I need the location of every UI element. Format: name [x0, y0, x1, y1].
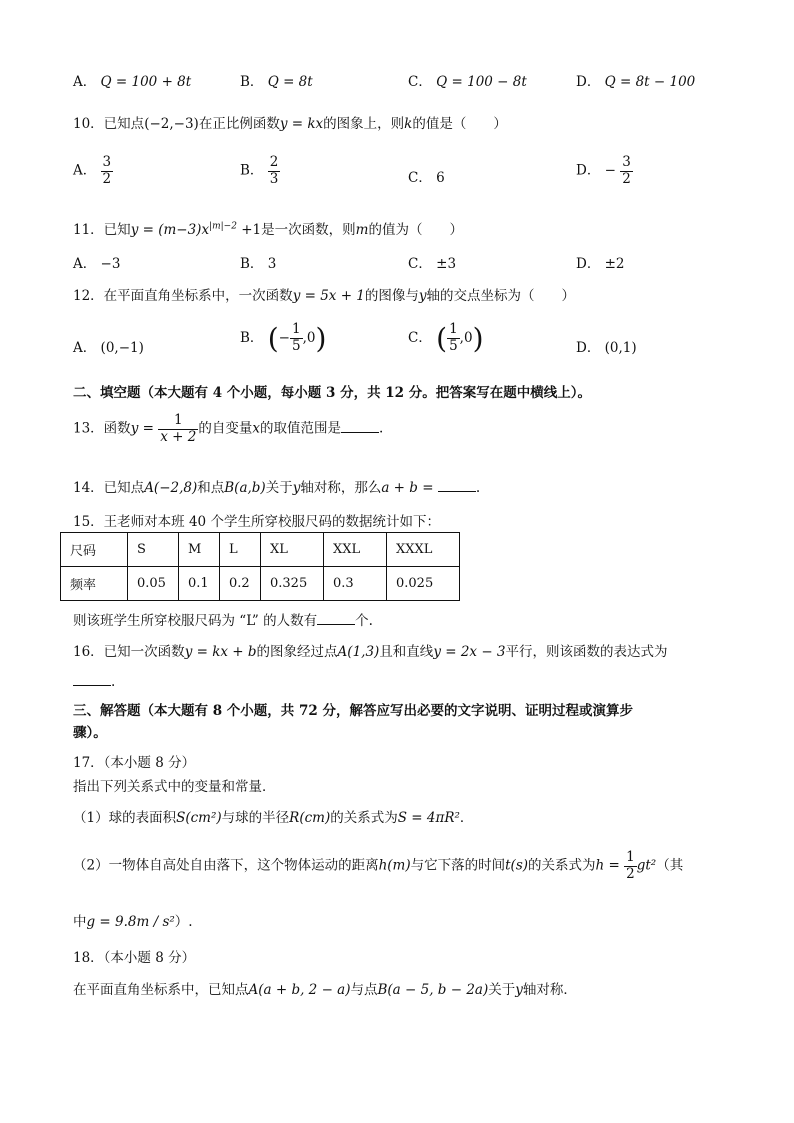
table-cell: 尺码: [61, 533, 128, 567]
q17-part2-cont: 中g = 9.8m / s²）.: [73, 914, 193, 930]
table-cell: L: [220, 533, 261, 567]
table-cell: 0.2: [220, 567, 261, 601]
q12-option-b: B． (− $\frac{1}{5}$ ,0): [240, 321, 327, 355]
table-cell: XXL: [324, 533, 387, 567]
q15-answer-blank: [317, 624, 355, 625]
q15-tail: 则该班学生所穿校服尺码为 “L” 的人数有 个.: [73, 613, 373, 629]
q16-answer-blank: [73, 685, 111, 686]
table-row: [61, 567, 460, 601]
q17-part2: （2）一物体自高处自由落下，这个物体运动的距离h(m)与它下落的时间t(s)的关系式为h = $\frac{1}{2}$ gt²（其: [73, 849, 684, 882]
table-cell: 0.025: [387, 567, 460, 601]
q11-option-d: D． ±2: [576, 256, 625, 272]
q11-option-b: B． 3: [240, 256, 277, 272]
q15-stem: 15．王老师对本班 40 个学生所穿校服尺码的数据统计如下：: [73, 514, 440, 530]
q13-answer-blank: [341, 432, 379, 433]
q18-stem: 在平面直角坐标系中，已知点A(a + b, 2 − a)与点B(a − 5, b − 2a)关于y轴对称．: [73, 982, 577, 998]
q12-stem: 12．在平面直角坐标系中，一次函数y = 5x + 1的图像与y轴的交点坐标为（ ）: [73, 288, 576, 304]
q16-stem: 16．已知一次函数y = kx + b的图象经过点A(1,3)且和直线y = 2x − 3平行，则该函数的表达式为: [73, 644, 668, 660]
q11-option-a: A． −3: [73, 256, 121, 272]
q17-intro: 指出下列关系式中的变量和常量．: [73, 779, 276, 795]
q17-title: 17．（本小题 8 分）: [73, 755, 196, 771]
table-cell: 0.1: [179, 567, 220, 601]
q10-option-d: D． − $\frac{3}{2}$: [576, 154, 631, 187]
table-header-row: [61, 533, 460, 567]
q10-option-a: A． $\frac{3}{2}$: [73, 154, 112, 187]
q14-stem: 14．已知点A(−2,8)和点B(a,b)关于y轴对称，那么a + b = .: [73, 480, 481, 496]
q9-option-a: A． Q = 100 + 8t: [73, 74, 192, 90]
q11-option-c: C． ±3: [408, 256, 457, 272]
table-cell: XL: [261, 533, 324, 567]
q18-title: 18．（本小题 8 分）: [73, 950, 196, 966]
size-frequency-table: [60, 532, 460, 601]
section3-heading-line2: 骤）。: [73, 725, 107, 741]
q12-option-c: C． ( $\frac{1}{5}$ ,0): [408, 321, 484, 355]
q16-answer: .: [73, 674, 115, 690]
q9-option-c: C． Q = 100 − 8t: [408, 74, 527, 90]
table-cell: M: [179, 533, 220, 567]
q12-option-a: A． (0,−1): [73, 340, 144, 356]
q14-answer-blank: [438, 491, 476, 492]
q12-option-d: D． (0,1): [576, 340, 637, 356]
table-cell: S: [128, 533, 179, 567]
q10-option-b: B． $\frac{2}{3}$: [240, 154, 279, 187]
q9-option-b: B． Q = 8t: [240, 74, 313, 90]
table-cell: 频率: [61, 567, 128, 601]
q11-stem: 11．已知$y = (m-3)x^{|m|-2} +1$是一次函数，则m的值为（ ）: [73, 221, 463, 238]
q10-option-c: C． 6: [408, 170, 445, 186]
q9-option-d: D． Q = 8t − 100: [576, 74, 696, 90]
table-cell: 0.325: [261, 567, 324, 601]
table-cell: 0.3: [324, 567, 387, 601]
section3-heading-line1: 三、解答题（本大题有 8 个小题，共 72 分，解答应写出必要的文字说明、证明过程或演算步: [73, 703, 633, 719]
section2-heading: 二、填空题（本大题有 4 个小题，每小题 3 分，共 12 分。把答案写在题中横线上）。: [73, 385, 592, 401]
q13-stem: 13．函数y = $\frac{1}{x + 2}$ 的自变量x的取值范围是 .: [73, 412, 384, 445]
q17-part1: （1）球的表面积S(cm²)与球的半径R(cm)的关系式为S = 4πR²．: [73, 810, 474, 826]
table-cell: 0.05: [128, 567, 179, 601]
q10-stem: 10．已知点(−2,−3)在正比例函数y = kx的图象上，则k的值是（ ）: [73, 116, 507, 132]
table-cell: XXXL: [387, 533, 460, 567]
